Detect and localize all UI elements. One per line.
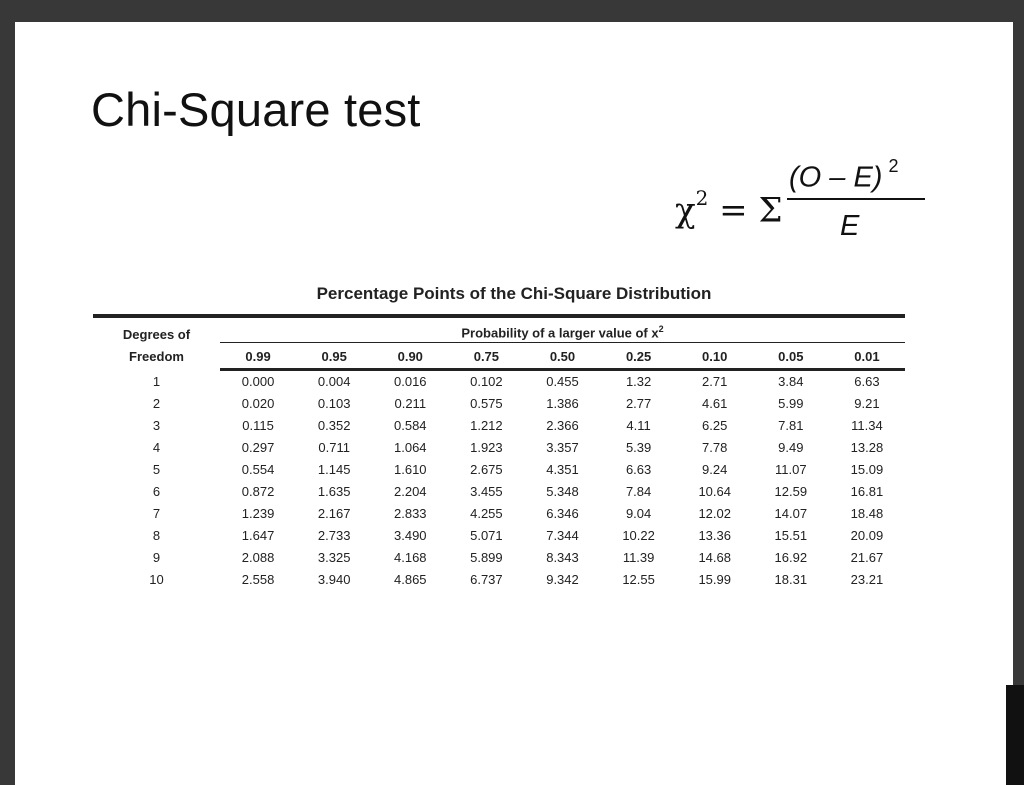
value-cell: 0.872 — [241, 484, 275, 500]
chi-square-formula — [675, 156, 935, 262]
value-cell: 1.647 — [241, 528, 275, 544]
value-cell: 1.145 — [317, 462, 351, 478]
value-cell: 2.088 — [241, 550, 275, 566]
value-cell: 4.865 — [394, 572, 427, 588]
dof-cell: 8 — [152, 528, 161, 544]
table-row — [93, 569, 905, 591]
value-cell: 5.071 — [470, 528, 503, 544]
dof-cell: 1 — [152, 373, 161, 389]
value-cell: 9.21 — [854, 396, 880, 412]
table-row — [93, 547, 905, 569]
value-cell: 15.51 — [774, 528, 808, 544]
value-cell: 4.351 — [546, 462, 579, 478]
slide-title: Chi-Square test — [91, 83, 421, 136]
value-cell: 10.64 — [698, 484, 731, 500]
value-cell: 15.09 — [850, 462, 884, 478]
formula-lhs — [675, 186, 783, 231]
value-cell: 14.07 — [774, 506, 808, 522]
probability-header — [220, 316, 905, 343]
value-cell: 1.32 — [625, 374, 652, 390]
column-header: 0.10 — [677, 343, 753, 370]
value-cell: 4.255 — [470, 506, 503, 522]
value-cell: 1.610 — [394, 462, 427, 478]
formula-chi-exponent: 2 — [695, 186, 709, 210]
formula-numerator — [789, 156, 899, 195]
value-cell: 0.115 — [242, 418, 274, 434]
value-cell: 13.36 — [698, 528, 731, 544]
value-cell: 0.575 — [470, 396, 503, 412]
value-cell: 18.31 — [774, 572, 808, 588]
value-cell: 11.39 — [622, 550, 655, 566]
value-cell: 2.733 — [317, 528, 351, 544]
table-row — [93, 481, 905, 503]
value-cell: 3.325 — [317, 550, 351, 566]
window-edge — [1004, 685, 1024, 785]
value-cell: 2.833 — [394, 506, 427, 522]
value-cell: 11.07 — [775, 462, 807, 478]
value-cell: 1.212 — [470, 418, 503, 434]
value-cell: 3.455 — [470, 484, 503, 500]
value-cell: 0.455 — [546, 374, 579, 390]
value-cell: 0.016 — [394, 374, 427, 390]
value-cell: 1.239 — [241, 506, 275, 522]
value-cell: 20.09 — [850, 528, 884, 544]
dof-header-line1: Degrees of — [122, 327, 191, 342]
column-header: 0.25 — [601, 343, 677, 370]
dof-cell: 5 — [152, 462, 161, 478]
dof-header — [93, 316, 220, 370]
value-cell: 2.366 — [546, 418, 579, 434]
formula-numerator-text: (O – E) — [789, 161, 883, 194]
value-cell: 12.02 — [698, 506, 731, 522]
value-cell: 0.584 — [394, 418, 427, 434]
table-row — [93, 525, 905, 547]
value-cell: 2.71 — [702, 374, 728, 390]
value-cell: 7.84 — [625, 484, 652, 500]
value-cell: 6.63 — [625, 462, 652, 478]
probability-header-exponent: 2 — [658, 324, 664, 334]
value-cell: 3.357 — [546, 440, 579, 456]
table-row — [93, 393, 905, 415]
value-cell: 2.77 — [625, 396, 652, 412]
dof-cell: 2 — [152, 396, 161, 412]
value-cell: 12.59 — [774, 484, 808, 500]
value-cell: 7.344 — [546, 528, 579, 544]
column-header: 0.99 — [220, 343, 296, 370]
value-cell: 0.103 — [317, 396, 351, 412]
value-cell: 9.24 — [702, 462, 728, 478]
probability-header-text: Probability of a larger value of x — [461, 325, 659, 341]
table-title: Percentage Points of the Chi-Square Distribution — [316, 284, 712, 303]
value-cell: 0.211 — [394, 396, 427, 412]
dof-cell: 6 — [152, 484, 161, 500]
value-cell: 1.386 — [546, 396, 579, 412]
value-cell: 6.63 — [854, 374, 880, 390]
value-cell: 2.204 — [394, 484, 427, 500]
dof-cell: 3 — [152, 418, 161, 434]
value-cell: 6.737 — [470, 572, 503, 588]
value-cell: 5.99 — [778, 396, 804, 412]
formula-chi: χ — [675, 190, 696, 231]
value-cell: 5.348 — [546, 484, 579, 500]
value-cell: 5.899 — [470, 550, 503, 566]
column-header: 0.75 — [448, 343, 524, 370]
formula-fraction-bar — [787, 198, 925, 200]
chi-square-table-section — [93, 284, 905, 591]
value-cell: 16.92 — [774, 550, 808, 566]
column-header: 0.90 — [372, 343, 448, 370]
value-cell: 21.67 — [850, 550, 884, 566]
dof-cell: 4 — [152, 440, 161, 456]
formula-numerator-exponent: 2 — [888, 156, 899, 176]
table-row — [93, 503, 905, 525]
value-cell: 0.711 — [318, 440, 350, 456]
value-cell: 13.28 — [850, 440, 884, 456]
column-header: 0.95 — [296, 343, 372, 370]
table-row — [93, 370, 905, 394]
value-cell: 8.343 — [546, 550, 579, 566]
value-cell: 4.11 — [626, 418, 651, 434]
value-cell: 18.48 — [850, 506, 884, 522]
formula-denominator: E — [840, 210, 860, 242]
value-cell: 4.61 — [702, 396, 728, 412]
value-cell: 23.21 — [850, 572, 884, 588]
value-cell: 15.99 — [698, 572, 731, 588]
value-cell: 2.675 — [470, 462, 503, 478]
dof-header-line2: Freedom — [129, 349, 184, 364]
value-cell: 9.04 — [625, 506, 652, 522]
dof-cell: 10 — [149, 572, 164, 588]
column-header: 0.50 — [524, 343, 600, 370]
value-cell: 10.22 — [622, 528, 655, 544]
chi-square-table — [93, 314, 905, 591]
dof-cell: 7 — [152, 506, 161, 522]
value-cell: 2.558 — [241, 572, 275, 588]
value-cell: 1.635 — [317, 484, 351, 500]
value-cell: 1.923 — [470, 440, 503, 456]
value-cell: 3.84 — [778, 374, 804, 390]
table-row — [93, 437, 905, 459]
value-cell: 0.352 — [317, 418, 351, 434]
column-header: 0.01 — [829, 343, 905, 370]
value-cell: 0.102 — [470, 374, 503, 390]
column-header: 0.05 — [753, 343, 829, 370]
value-cell: 16.81 — [850, 484, 884, 500]
value-cell: 3.940 — [317, 572, 351, 588]
value-cell: 6.25 — [702, 418, 728, 434]
value-cell: 0.020 — [241, 396, 275, 412]
value-cell: 5.39 — [625, 440, 652, 456]
value-cell: 14.68 — [698, 550, 731, 566]
value-cell: 4.168 — [394, 550, 427, 566]
value-cell: 7.78 — [702, 440, 728, 456]
dof-cell: 9 — [152, 550, 161, 566]
value-cell: 0.000 — [241, 374, 275, 390]
value-cell: 6.346 — [546, 506, 579, 522]
value-cell: 7.81 — [778, 418, 804, 434]
slide — [15, 22, 1013, 785]
value-cell: 0.004 — [317, 374, 351, 390]
value-cell: 11.34 — [851, 418, 883, 434]
value-cell: 12.55 — [622, 572, 655, 588]
table-body — [93, 370, 905, 592]
value-cell: 9.49 — [778, 440, 804, 456]
value-cell: 0.297 — [241, 440, 275, 456]
value-cell: 0.554 — [241, 462, 275, 478]
formula-equals-sigma: = Σ — [708, 190, 783, 231]
value-cell: 3.490 — [394, 528, 427, 544]
value-cell: 2.167 — [317, 506, 351, 522]
value-cell: 1.064 — [394, 440, 427, 456]
value-cell: 9.342 — [546, 572, 579, 588]
table-row — [93, 459, 905, 481]
table-row — [93, 415, 905, 437]
